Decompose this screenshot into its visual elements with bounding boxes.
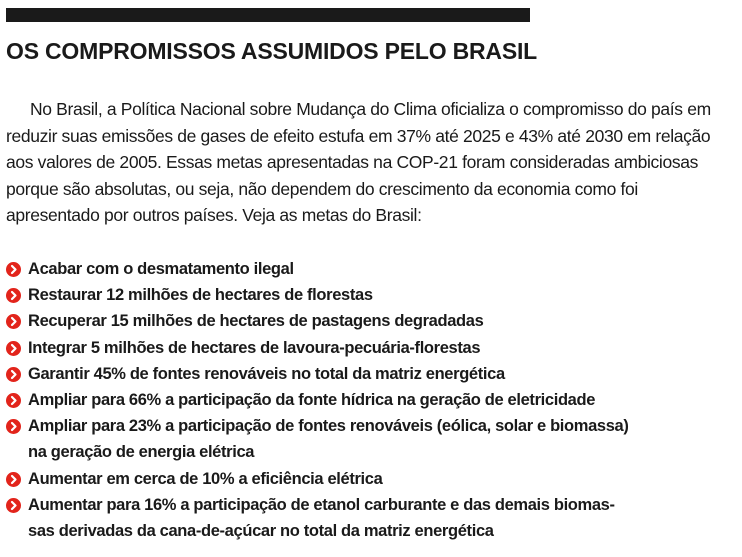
goal-text-continuation: na geração de energia elétrica — [28, 443, 255, 462]
goal-item — [6, 466, 736, 492]
goal-item — [6, 387, 736, 413]
goal-text-continuation: sas derivadas da cana-de-açúcar no total da matriz energética — [28, 522, 494, 541]
right-arrow-circle-icon — [6, 314, 21, 329]
goal-text: Integrar 5 milhões de hectares de lavoura-pecuária-florestas — [28, 338, 481, 357]
goal-text: Ampliar para 23% a participação de fontes renováveis (eólica, solar e biomassa) — [28, 417, 629, 436]
goals-list — [6, 256, 736, 544]
right-arrow-circle-icon — [6, 393, 21, 408]
goal-item — [6, 361, 736, 387]
goal-text: Garantir 45% de fontes renováveis no total da matriz energética — [28, 364, 505, 383]
section-heading: OS COMPROMISSOS ASSUMIDOS PELO BRASIL — [6, 38, 538, 64]
goal-text: Restaurar 12 milhões de hectares de florestas — [28, 286, 373, 305]
goal-item — [6, 492, 736, 544]
goal-item — [6, 335, 736, 361]
right-arrow-circle-icon — [6, 367, 21, 382]
intro-paragraph: No Brasil, a Política Nacional sobre Mudança do Clima oficializa o compromisso do país em reduzir suas emissões de gases de efeito estufa em 37% até 2025 e 43% até 2030 em relação aos valores de 2005. Essas metas apresentadas na COP-21 foram consideradas ambiciosas porque são absolutas, ou seja, não dependem do crescimento da economia como foi apresentado por outros países. Veja as metas do Brasil: — [6, 99, 711, 225]
goal-item — [6, 256, 736, 282]
right-arrow-circle-icon — [6, 472, 21, 487]
goal-item — [6, 282, 736, 308]
goal-item — [6, 308, 736, 334]
top-rule — [6, 8, 530, 22]
goal-text: Acabar com o desmatamento ilegal — [28, 260, 294, 278]
right-arrow-circle-icon — [6, 288, 21, 303]
right-arrow-circle-icon — [6, 498, 21, 513]
goal-text: Aumentar em cerca de 10% a eficiência elétrica — [28, 469, 383, 488]
right-arrow-circle-icon — [6, 419, 21, 434]
goal-text: Ampliar para 66% a participação da fonte hídrica na geração de eletricidade — [28, 391, 596, 410]
right-arrow-circle-icon — [6, 341, 21, 356]
goal-item — [6, 413, 736, 465]
right-arrow-circle-icon — [6, 262, 21, 277]
goal-text: Aumentar para 16% a participação de etanol carburante e das demais biomas- — [28, 495, 615, 514]
goal-text: Recuperar 15 milhões de hectares de pastagens degradadas — [28, 312, 484, 331]
